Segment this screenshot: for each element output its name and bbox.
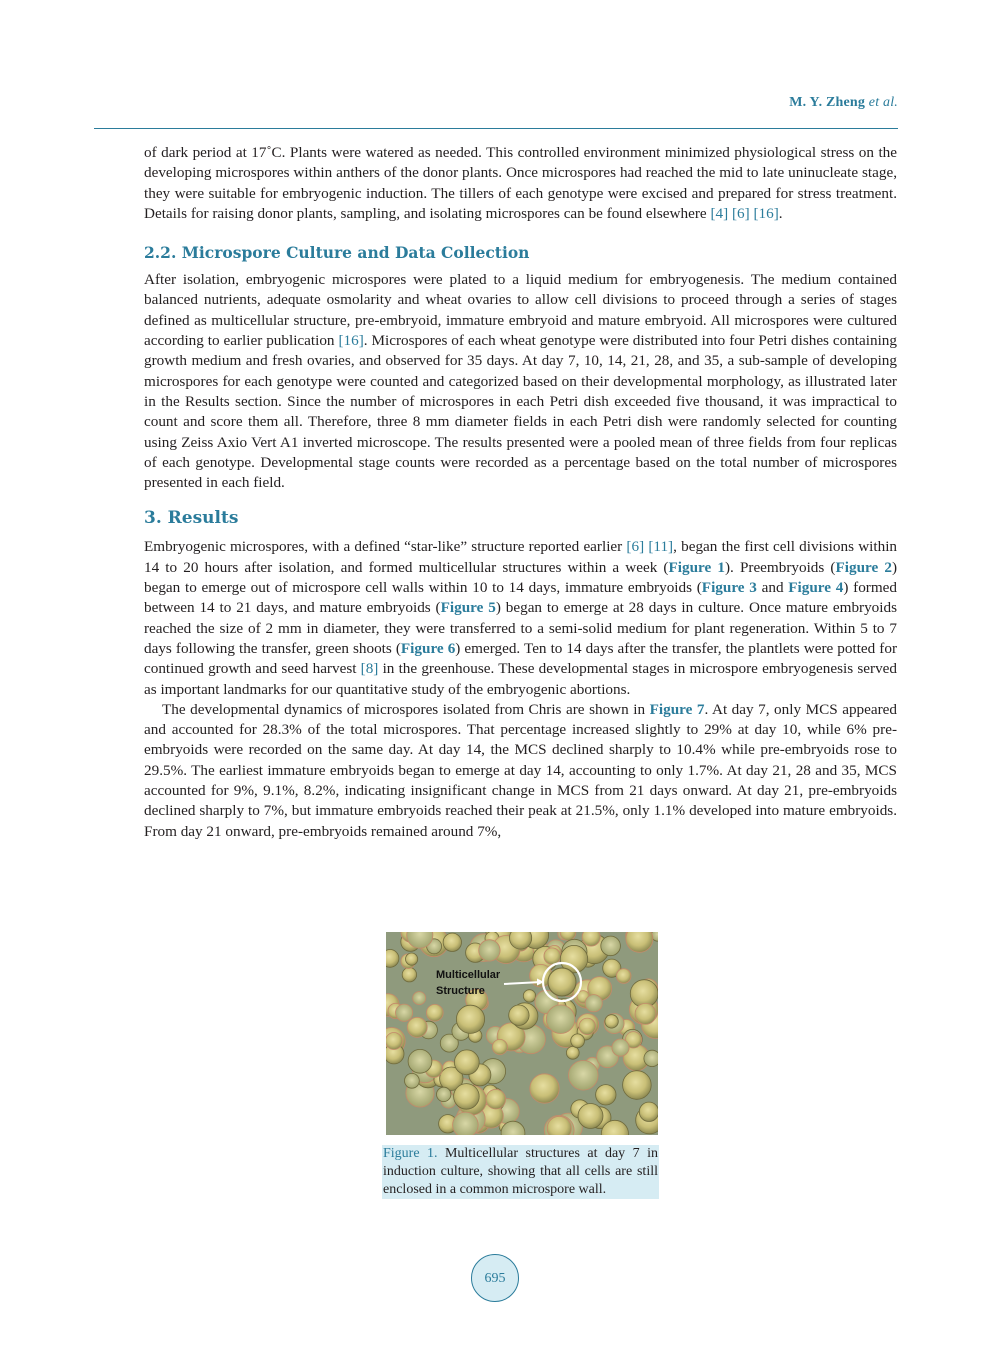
- text-run: in the greenhouse. These developmental stages in microspore embryogenesis served as important landmarks for our quantitative study of the embryogenic abortions.: [144, 660, 897, 698]
- microspore-cell: [386, 1033, 402, 1050]
- microspore-cell: [443, 933, 461, 951]
- text-run: Embryogenic microspores, with a defined “star-like” structure reported earlier: [144, 538, 627, 556]
- microspore-cell: [405, 1073, 420, 1088]
- running-head-etal: et al.: [868, 95, 898, 110]
- microspore-cell: [605, 1015, 618, 1028]
- figure-1-caption: [382, 1145, 659, 1199]
- figure-4-link[interactable]: Figure 4: [788, 579, 844, 597]
- microspore-cell: [406, 953, 418, 965]
- text-run: . At day 7, only MCS appeared and accounted for 28.3% of the total microspores. That percentage increased slightly to 29% at day 10, while 6% pre-embryoids were recorded on the same day. At day 14, the MCS declined sharply to 10.4% while pre-embryoids rose to 29.5%. The earliest immature embryoids began to emerge at day 14, accounting to only 1.7%. At day 21, 28 and 35, MCS accounted for 9%, 9.1%, 8.2%, indicating insignificant change in MCS from 21 days onward. At day 21, pre-embryoids declined sharply to 7%, but immature embryoids reached their peak at 21.5%, only 1.1% developed into mature embryoids. From day 21 onward, pre-embryoids remained around 7%,: [144, 700, 897, 840]
- caption-text: Multicellular structures at day 7 in induction culture, showing that all cells are still enclosed in a common microspore wall.: [383, 1146, 658, 1197]
- text-run: and: [756, 579, 789, 597]
- micrograph-image: [386, 932, 658, 1135]
- annotation-label-line1: Multicellular: [436, 969, 501, 981]
- microspore-cell: [486, 1089, 506, 1109]
- figure-3-link[interactable]: Figure 3: [701, 579, 757, 597]
- figure-5-link[interactable]: Figure 5: [440, 599, 496, 617]
- multicellular-structure-cell: [548, 968, 576, 996]
- paragraph-microspore-culture: [144, 270, 897, 493]
- text-run: , began the first cell divisions within 14 to 20 hours after isolation, and formed multicellular structures within a week (: [144, 538, 898, 576]
- microspore-cell: [408, 1049, 432, 1073]
- microspore-cell: [546, 1005, 575, 1034]
- citation-16[interactable]: [16]: [338, 332, 364, 350]
- figure-7-link[interactable]: Figure 7: [649, 700, 705, 718]
- header-rule: [94, 128, 898, 129]
- microspore-cell: [612, 1039, 629, 1056]
- microspore-cell: [509, 1005, 529, 1025]
- annotation-label-line2: Structure: [436, 985, 485, 997]
- microspore-cell: [454, 1050, 479, 1075]
- microspore-cell: [453, 1112, 479, 1135]
- text-run: . Microspores of each wheat genotype were distributed into four Petri dishes containing growth medium and fresh ovaries, and observed for 35 days. At day 7, 10, 14, 21, 28, and 35, a sub-sample of developing microspores for each genotype were counted and categorized based on their developmental morphology, as illustrated later in the Results section. Since the number of microspores in each Petri dish exceeded five thousand, it was impractical to count and score them all. Therefore, three 8 mm diameter fields in each Petri dish were randomly selected for counting using Zeiss Axio Vert A1 inverted microscope. The results presented were a pooled mean of three fields from four replicas of each genotype. Developmental stage counts were recorded as a percentage based on the total number of microspores presented in each field.: [144, 332, 897, 492]
- microspore-cell: [456, 1005, 484, 1033]
- microspore-cell: [644, 1050, 658, 1066]
- microspore-cell: [623, 1071, 652, 1100]
- microspore-cell: [616, 969, 631, 984]
- microspore-cell: [492, 1039, 507, 1054]
- text-run: ) began to emerge at 28 days in culture. Once mature embryoids reached the size of 2 mm in diameter, they were transferred to a semi-solid medium for plant regeneration. Within 5 to 7 days following the transfer, green shoots (: [144, 599, 898, 657]
- running-head: [789, 95, 898, 111]
- microspore-cell: [523, 990, 535, 1002]
- citation-6[interactable]: [6]: [626, 538, 645, 556]
- microspore-cell: [578, 1104, 603, 1129]
- microspore-cell: [566, 1046, 579, 1059]
- microspore-cell: [569, 1061, 599, 1091]
- paragraph-results-intro: [144, 537, 897, 699]
- microspore-cell: [601, 936, 621, 956]
- text-run: ) began to emerge out of microspore cell walls within 10 to 14 days, immature embryoids (: [144, 558, 898, 597]
- microspore-cell: [407, 1017, 427, 1037]
- microspore-cell: [544, 948, 561, 965]
- text-run: ) formed between 14 to 21 days, and mature embryoids (: [144, 579, 897, 617]
- section-heading-2-2: 2.2. Microspore Culture and Data Collection: [144, 243, 530, 263]
- citation-6[interactable]: [6]: [731, 204, 750, 222]
- text-run: of dark period at 17˚C. Plants were watered as needed. This controlled environment minimized physiological stress on the developing microspores within anthers of the donor plants. Once microspores had reached the mid to late uninucleate stage, they were suitable for embryogenic induction. The tillers of each genotype were excised and prepared for stress treatment. Details for raising donor plants, sampling, and isolating microspores can be found elsewhere: [144, 144, 897, 222]
- microspore-cell: [437, 1087, 451, 1101]
- figure-6-link[interactable]: Figure 6: [400, 639, 456, 657]
- main-content: [144, 143, 897, 842]
- text-run: ) emerged. Ten to 14 days after the transfer, the plantlets were potted for continued growth and seed harvest: [144, 639, 897, 678]
- microspore-cell: [579, 1018, 596, 1035]
- microspore-cell: [635, 1003, 656, 1024]
- paragraph-donor-plants: [144, 143, 897, 224]
- figure-1-link[interactable]: Figure 1: [668, 558, 725, 576]
- text-run: ). Preembryoids (: [724, 558, 836, 576]
- citation-16[interactable]: [16]: [753, 204, 779, 222]
- citation-8[interactable]: [8]: [360, 660, 379, 678]
- running-head-author: M. Y. Zheng: [789, 95, 866, 110]
- microspore-cell: [454, 1084, 480, 1110]
- paragraph-developmental-dynamics: [144, 700, 897, 842]
- microspore-cell: [413, 992, 426, 1005]
- microspore-cell: [396, 1004, 413, 1021]
- figure-1-micrograph: [386, 932, 658, 1135]
- citation-11[interactable]: [11]: [648, 538, 674, 556]
- microspore-cell: [582, 932, 600, 946]
- microspore-cell: [530, 1074, 559, 1103]
- text-run: The developmental dynamics of microspores isolated from Chris are shown in: [162, 700, 650, 718]
- section-heading-3: 3. Results: [144, 508, 239, 529]
- figure-2-link[interactable]: Figure 2: [835, 558, 892, 576]
- microspore-cell: [479, 940, 500, 961]
- microspore-cell: [571, 1034, 585, 1048]
- text-run: .: [778, 204, 783, 222]
- microspore-cell: [596, 1085, 616, 1105]
- microspore-cell: [585, 995, 602, 1012]
- caption-label: Figure 1.: [383, 1146, 438, 1161]
- text-run: After isolation, embryogenic microspores were plated to a liquid medium for embryogenesis. The medium contained balanced nutrients, adequate osmolarity and wheat ovaries to allow cell divisions to proceed through a series of stages defined as multicellular structure, pre-embryoid, immature embryoid and mature embryoid. All microspores were cultured according to earlier publication: [144, 271, 897, 350]
- citation-4[interactable]: [4]: [710, 204, 729, 222]
- microspore-cell: [402, 968, 416, 982]
- microspore-cell: [639, 1102, 658, 1121]
- microspore-cell: [426, 1004, 443, 1021]
- page-number: 695: [471, 1254, 519, 1302]
